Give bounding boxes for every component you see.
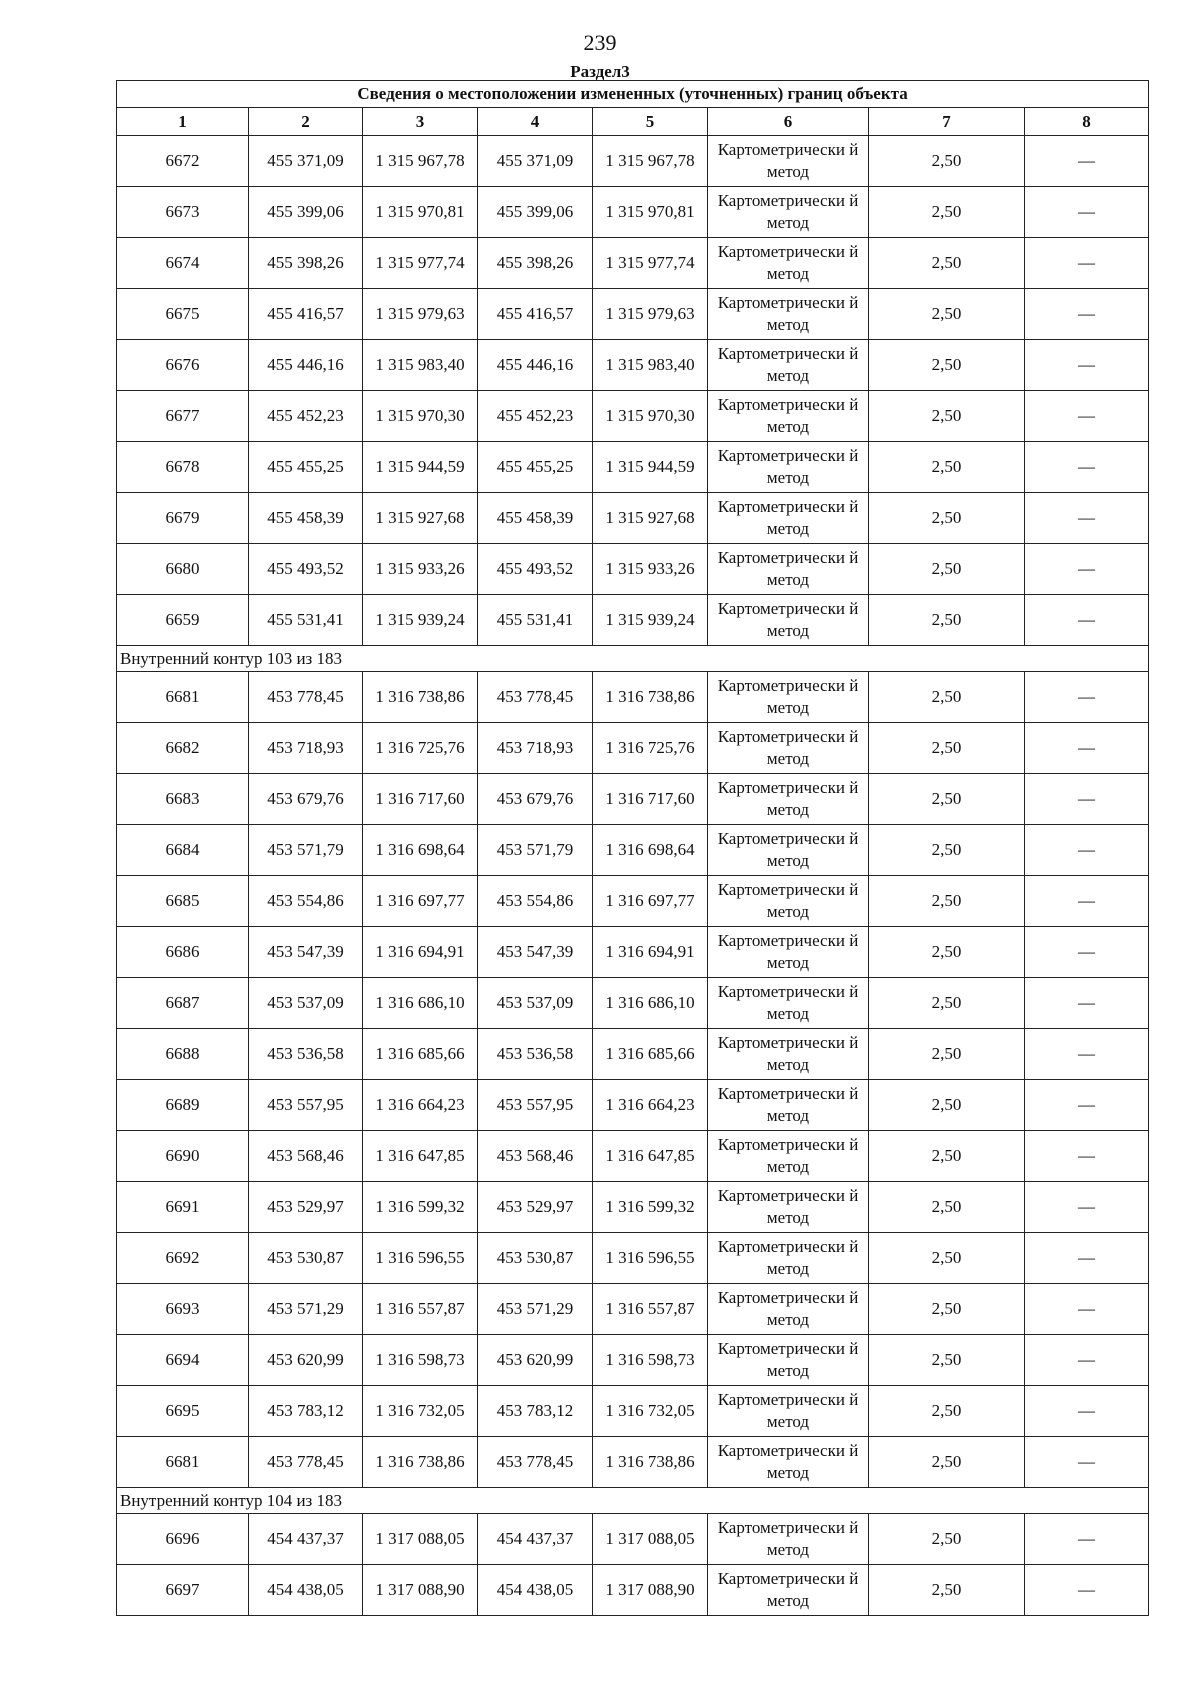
new-y-cell: 1 317 088,05 (593, 1514, 708, 1565)
table-row (117, 1284, 1149, 1335)
accuracy-cell: 2,50 (869, 927, 1025, 978)
table-row (117, 978, 1149, 1029)
point-number-cell: 6683 (117, 774, 249, 825)
old-y-cell: 1 315 933,26 (363, 544, 478, 595)
new-y-cell: 1 316 685,66 (593, 1029, 708, 1080)
new-x-cell: 455 446,16 (478, 340, 593, 391)
new-x-cell: 455 399,06 (478, 187, 593, 238)
method-cell: Картометрически й метод (708, 340, 869, 391)
table-row (117, 187, 1149, 238)
table-row (117, 1335, 1149, 1386)
new-y-cell: 1 315 944,59 (593, 442, 708, 493)
old-x-cell: 455 452,23 (249, 391, 363, 442)
method-cell: Картометрически й метод (708, 1233, 869, 1284)
new-x-cell: 455 531,41 (478, 595, 593, 646)
note-cell: — (1025, 723, 1149, 774)
table-row (117, 672, 1149, 723)
method-cell: Картометрически й метод (708, 442, 869, 493)
old-y-cell: 1 316 647,85 (363, 1131, 478, 1182)
new-x-cell: 453 530,87 (478, 1233, 593, 1284)
old-y-cell: 1 315 970,81 (363, 187, 478, 238)
point-number-cell: 6696 (117, 1514, 249, 1565)
old-y-cell: 1 315 983,40 (363, 340, 478, 391)
new-y-cell: 1 315 979,63 (593, 289, 708, 340)
point-number-cell: 6688 (117, 1029, 249, 1080)
method-cell: Картометрически й метод (708, 1386, 869, 1437)
accuracy-cell: 2,50 (869, 1386, 1025, 1437)
point-number-cell: 6674 (117, 238, 249, 289)
point-number-cell: 6684 (117, 825, 249, 876)
old-x-cell: 453 547,39 (249, 927, 363, 978)
old-x-cell: 454 438,05 (249, 1565, 363, 1616)
page-number: 239 (583, 30, 617, 55)
old-y-cell: 1 316 596,55 (363, 1233, 478, 1284)
new-x-cell: 453 537,09 (478, 978, 593, 1029)
column-number-row (117, 108, 1149, 136)
point-number-cell: 6694 (117, 1335, 249, 1386)
old-x-cell: 453 568,46 (249, 1131, 363, 1182)
old-y-cell: 1 316 738,86 (363, 1437, 478, 1488)
accuracy-cell: 2,50 (869, 136, 1025, 187)
old-x-cell: 453 571,29 (249, 1284, 363, 1335)
point-number-cell: 6690 (117, 1131, 249, 1182)
point-number-cell: 6697 (117, 1565, 249, 1616)
old-x-cell: 453 718,93 (249, 723, 363, 774)
new-x-cell: 455 416,57 (478, 289, 593, 340)
table-row (117, 876, 1149, 927)
point-number-cell: 6680 (117, 544, 249, 595)
point-number-cell: 6678 (117, 442, 249, 493)
new-y-cell: 1 315 933,26 (593, 544, 708, 595)
old-x-cell: 453 783,12 (249, 1386, 363, 1437)
table-row (117, 1565, 1149, 1616)
new-x-cell: 453 718,93 (478, 723, 593, 774)
old-y-cell: 1 316 725,76 (363, 723, 478, 774)
method-cell: Картометрически й метод (708, 774, 869, 825)
old-y-cell: 1 315 927,68 (363, 493, 478, 544)
old-y-cell: 1 316 694,91 (363, 927, 478, 978)
column-number: 3 (363, 108, 478, 136)
old-y-cell: 1 316 557,87 (363, 1284, 478, 1335)
old-x-cell: 453 530,87 (249, 1233, 363, 1284)
old-x-cell: 455 446,16 (249, 340, 363, 391)
point-number-cell: 6659 (117, 595, 249, 646)
note-cell: — (1025, 442, 1149, 493)
section-title: Раздел3 (570, 62, 630, 81)
old-y-cell: 1 317 088,90 (363, 1565, 478, 1616)
accuracy-cell: 2,50 (869, 1182, 1025, 1233)
new-x-cell: 453 783,12 (478, 1386, 593, 1437)
note-cell: — (1025, 289, 1149, 340)
old-y-cell: 1 316 698,64 (363, 825, 478, 876)
table-row (117, 1386, 1149, 1437)
old-y-cell: 1 316 599,32 (363, 1182, 478, 1233)
note-cell: — (1025, 136, 1149, 187)
method-cell: Картометрически й метод (708, 391, 869, 442)
column-number: 4 (478, 108, 593, 136)
old-y-cell: 1 316 598,73 (363, 1335, 478, 1386)
old-x-cell: 455 398,26 (249, 238, 363, 289)
old-x-cell: 455 531,41 (249, 595, 363, 646)
new-y-cell: 1 316 647,85 (593, 1131, 708, 1182)
old-x-cell: 453 571,79 (249, 825, 363, 876)
note-cell: — (1025, 1565, 1149, 1616)
column-number: 7 (869, 108, 1025, 136)
new-y-cell: 1 316 694,91 (593, 927, 708, 978)
table-row (117, 1131, 1149, 1182)
method-cell: Картометрически й метод (708, 1437, 869, 1488)
old-y-cell: 1 316 664,23 (363, 1080, 478, 1131)
new-x-cell: 453 568,46 (478, 1131, 593, 1182)
point-number-cell: 6687 (117, 978, 249, 1029)
method-cell: Картометрически й метод (708, 1514, 869, 1565)
new-y-cell: 1 315 939,24 (593, 595, 708, 646)
accuracy-cell: 2,50 (869, 1514, 1025, 1565)
new-y-cell: 1 316 732,05 (593, 1386, 708, 1437)
new-y-cell: 1 317 088,90 (593, 1565, 708, 1616)
accuracy-cell: 2,50 (869, 774, 1025, 825)
old-x-cell: 455 458,39 (249, 493, 363, 544)
accuracy-cell: 2,50 (869, 544, 1025, 595)
new-y-cell: 1 316 557,87 (593, 1284, 708, 1335)
note-cell: — (1025, 1029, 1149, 1080)
point-number-cell: 6675 (117, 289, 249, 340)
table-row (117, 544, 1149, 595)
old-y-cell: 1 316 685,66 (363, 1029, 478, 1080)
table-row (117, 723, 1149, 774)
old-x-cell: 453 536,58 (249, 1029, 363, 1080)
note-cell: — (1025, 1080, 1149, 1131)
new-x-cell: 454 438,05 (478, 1565, 593, 1616)
method-cell: Картометрически й метод (708, 825, 869, 876)
old-x-cell: 455 493,52 (249, 544, 363, 595)
note-cell: — (1025, 1386, 1149, 1437)
accuracy-cell: 2,50 (869, 825, 1025, 876)
column-number: 5 (593, 108, 708, 136)
note-cell: — (1025, 595, 1149, 646)
table-row (117, 1233, 1149, 1284)
new-y-cell: 1 316 596,55 (593, 1233, 708, 1284)
column-number: 8 (1025, 108, 1149, 136)
old-y-cell: 1 317 088,05 (363, 1514, 478, 1565)
new-x-cell: 455 455,25 (478, 442, 593, 493)
point-number-cell: 6676 (117, 340, 249, 391)
old-x-cell: 454 437,37 (249, 1514, 363, 1565)
accuracy-cell: 2,50 (869, 978, 1025, 1029)
accuracy-cell: 2,50 (869, 391, 1025, 442)
new-x-cell: 453 547,39 (478, 927, 593, 978)
note-cell: — (1025, 1233, 1149, 1284)
method-cell: Картометрически й метод (708, 1029, 869, 1080)
note-cell: — (1025, 187, 1149, 238)
new-x-cell: 453 571,29 (478, 1284, 593, 1335)
new-y-cell: 1 315 977,74 (593, 238, 708, 289)
new-x-cell: 453 778,45 (478, 672, 593, 723)
new-x-cell: 455 371,09 (478, 136, 593, 187)
contour-label: Внутренний контур 103 из 183 (117, 646, 1149, 672)
note-cell: — (1025, 1437, 1149, 1488)
point-number-cell: 6689 (117, 1080, 249, 1131)
method-cell: Картометрически й метод (708, 978, 869, 1029)
new-y-cell: 1 316 686,10 (593, 978, 708, 1029)
note-cell: — (1025, 1131, 1149, 1182)
old-x-cell: 455 416,57 (249, 289, 363, 340)
contour-label: Внутренний контур 104 из 183 (117, 1488, 1149, 1514)
accuracy-cell: 2,50 (869, 289, 1025, 340)
point-number-cell: 6691 (117, 1182, 249, 1233)
column-number: 2 (249, 108, 363, 136)
old-y-cell: 1 316 697,77 (363, 876, 478, 927)
method-cell: Картометрически й метод (708, 1182, 869, 1233)
point-number-cell: 6677 (117, 391, 249, 442)
method-cell: Картометрически й метод (708, 493, 869, 544)
old-x-cell: 455 399,06 (249, 187, 363, 238)
note-cell: — (1025, 672, 1149, 723)
old-x-cell: 453 778,45 (249, 672, 363, 723)
note-cell: — (1025, 978, 1149, 1029)
old-y-cell: 1 315 970,30 (363, 391, 478, 442)
new-y-cell: 1 315 970,30 (593, 391, 708, 442)
method-cell: Картометрически й метод (708, 1080, 869, 1131)
new-x-cell: 453 557,95 (478, 1080, 593, 1131)
old-y-cell: 1 316 717,60 (363, 774, 478, 825)
table-row (117, 1182, 1149, 1233)
method-cell: Картометрически й метод (708, 1131, 869, 1182)
method-cell: Картометрически й метод (708, 723, 869, 774)
note-cell: — (1025, 774, 1149, 825)
new-x-cell: 453 571,79 (478, 825, 593, 876)
table-row (117, 289, 1149, 340)
table-row (117, 1514, 1149, 1565)
method-cell: Картометрически й метод (708, 187, 869, 238)
note-cell: — (1025, 825, 1149, 876)
accuracy-cell: 2,50 (869, 340, 1025, 391)
point-number-cell: 6686 (117, 927, 249, 978)
table-row (117, 238, 1149, 289)
accuracy-cell: 2,50 (869, 595, 1025, 646)
old-y-cell: 1 316 738,86 (363, 672, 478, 723)
accuracy-cell: 2,50 (869, 1131, 1025, 1182)
note-cell: — (1025, 1284, 1149, 1335)
new-y-cell: 1 316 599,32 (593, 1182, 708, 1233)
table-row (117, 340, 1149, 391)
new-y-cell: 1 316 698,64 (593, 825, 708, 876)
old-y-cell: 1 315 967,78 (363, 136, 478, 187)
note-cell: — (1025, 876, 1149, 927)
point-number-cell: 6685 (117, 876, 249, 927)
method-cell: Картометрически й метод (708, 238, 869, 289)
old-x-cell: 453 554,86 (249, 876, 363, 927)
accuracy-cell: 2,50 (869, 723, 1025, 774)
table-row (117, 825, 1149, 876)
accuracy-cell: 2,50 (869, 238, 1025, 289)
method-cell: Картометрически й метод (708, 1335, 869, 1386)
table-row (117, 1029, 1149, 1080)
new-y-cell: 1 316 725,76 (593, 723, 708, 774)
table-body (117, 136, 1149, 1616)
method-cell: Картометрически й метод (708, 1565, 869, 1616)
point-number-cell: 6681 (117, 1437, 249, 1488)
new-y-cell: 1 316 717,60 (593, 774, 708, 825)
new-y-cell: 1 315 967,78 (593, 136, 708, 187)
column-number: 6 (708, 108, 869, 136)
new-x-cell: 455 398,26 (478, 238, 593, 289)
accuracy-cell: 2,50 (869, 1565, 1025, 1616)
old-x-cell: 453 620,99 (249, 1335, 363, 1386)
table-row (117, 136, 1149, 187)
old-x-cell: 453 778,45 (249, 1437, 363, 1488)
new-x-cell: 453 554,86 (478, 876, 593, 927)
accuracy-cell: 2,50 (869, 876, 1025, 927)
point-number-cell: 6692 (117, 1233, 249, 1284)
accuracy-cell: 2,50 (869, 1233, 1025, 1284)
method-cell: Картометрически й метод (708, 876, 869, 927)
table-row (117, 391, 1149, 442)
point-number-cell: 6672 (117, 136, 249, 187)
note-cell: — (1025, 1182, 1149, 1233)
accuracy-cell: 2,50 (869, 442, 1025, 493)
contour-label-row (117, 1488, 1149, 1514)
new-x-cell: 455 493,52 (478, 544, 593, 595)
point-number-cell: 6681 (117, 672, 249, 723)
new-x-cell: 453 620,99 (478, 1335, 593, 1386)
old-y-cell: 1 315 939,24 (363, 595, 478, 646)
new-x-cell: 453 529,97 (478, 1182, 593, 1233)
accuracy-cell: 2,50 (869, 493, 1025, 544)
new-y-cell: 1 316 738,86 (593, 672, 708, 723)
old-y-cell: 1 316 732,05 (363, 1386, 478, 1437)
new-x-cell: 454 437,37 (478, 1514, 593, 1565)
accuracy-cell: 2,50 (869, 672, 1025, 723)
accuracy-cell: 2,50 (869, 187, 1025, 238)
accuracy-cell: 2,50 (869, 1080, 1025, 1131)
old-x-cell: 455 371,09 (249, 136, 363, 187)
method-cell: Картометрически й метод (708, 595, 869, 646)
note-cell: — (1025, 1335, 1149, 1386)
table-caption: Сведения о местоположении измененных (уточненных) границ объекта (117, 81, 1149, 108)
note-cell: — (1025, 238, 1149, 289)
table-row (117, 1080, 1149, 1131)
method-cell: Картометрически й метод (708, 672, 869, 723)
old-y-cell: 1 316 686,10 (363, 978, 478, 1029)
new-y-cell: 1 316 598,73 (593, 1335, 708, 1386)
note-cell: — (1025, 391, 1149, 442)
new-y-cell: 1 315 970,81 (593, 187, 708, 238)
new-x-cell: 455 458,39 (478, 493, 593, 544)
old-x-cell: 453 529,97 (249, 1182, 363, 1233)
old-y-cell: 1 315 977,74 (363, 238, 478, 289)
method-cell: Картометрически й метод (708, 1284, 869, 1335)
new-y-cell: 1 316 738,86 (593, 1437, 708, 1488)
point-number-cell: 6673 (117, 187, 249, 238)
contour-label-row (117, 646, 1149, 672)
new-y-cell: 1 315 983,40 (593, 340, 708, 391)
old-x-cell: 453 557,95 (249, 1080, 363, 1131)
note-cell: — (1025, 340, 1149, 391)
note-cell: — (1025, 927, 1149, 978)
point-number-cell: 6695 (117, 1386, 249, 1437)
point-number-cell: 6693 (117, 1284, 249, 1335)
method-cell: Картометрически й метод (708, 136, 869, 187)
point-number-cell: 6679 (117, 493, 249, 544)
accuracy-cell: 2,50 (869, 1437, 1025, 1488)
point-number-cell: 6682 (117, 723, 249, 774)
new-y-cell: 1 316 697,77 (593, 876, 708, 927)
new-x-cell: 453 679,76 (478, 774, 593, 825)
accuracy-cell: 2,50 (869, 1029, 1025, 1080)
table-row (117, 927, 1149, 978)
new-x-cell: 453 536,58 (478, 1029, 593, 1080)
method-cell: Картометрически й метод (708, 544, 869, 595)
old-x-cell: 453 679,76 (249, 774, 363, 825)
method-cell: Картометрически й метод (708, 289, 869, 340)
old-x-cell: 455 455,25 (249, 442, 363, 493)
table-row (117, 442, 1149, 493)
method-cell: Картометрически й метод (708, 927, 869, 978)
new-y-cell: 1 315 927,68 (593, 493, 708, 544)
note-cell: — (1025, 493, 1149, 544)
new-y-cell: 1 316 664,23 (593, 1080, 708, 1131)
old-x-cell: 453 537,09 (249, 978, 363, 1029)
new-x-cell: 453 778,45 (478, 1437, 593, 1488)
note-cell: — (1025, 1514, 1149, 1565)
table-row (117, 1437, 1149, 1488)
new-x-cell: 455 452,23 (478, 391, 593, 442)
old-y-cell: 1 315 979,63 (363, 289, 478, 340)
accuracy-cell: 2,50 (869, 1335, 1025, 1386)
accuracy-cell: 2,50 (869, 1284, 1025, 1335)
table-row (117, 493, 1149, 544)
old-y-cell: 1 315 944,59 (363, 442, 478, 493)
note-cell: — (1025, 544, 1149, 595)
table-row (117, 595, 1149, 646)
column-number: 1 (117, 108, 249, 136)
table-row (117, 774, 1149, 825)
boundary-coordinates-table (116, 80, 1149, 1616)
